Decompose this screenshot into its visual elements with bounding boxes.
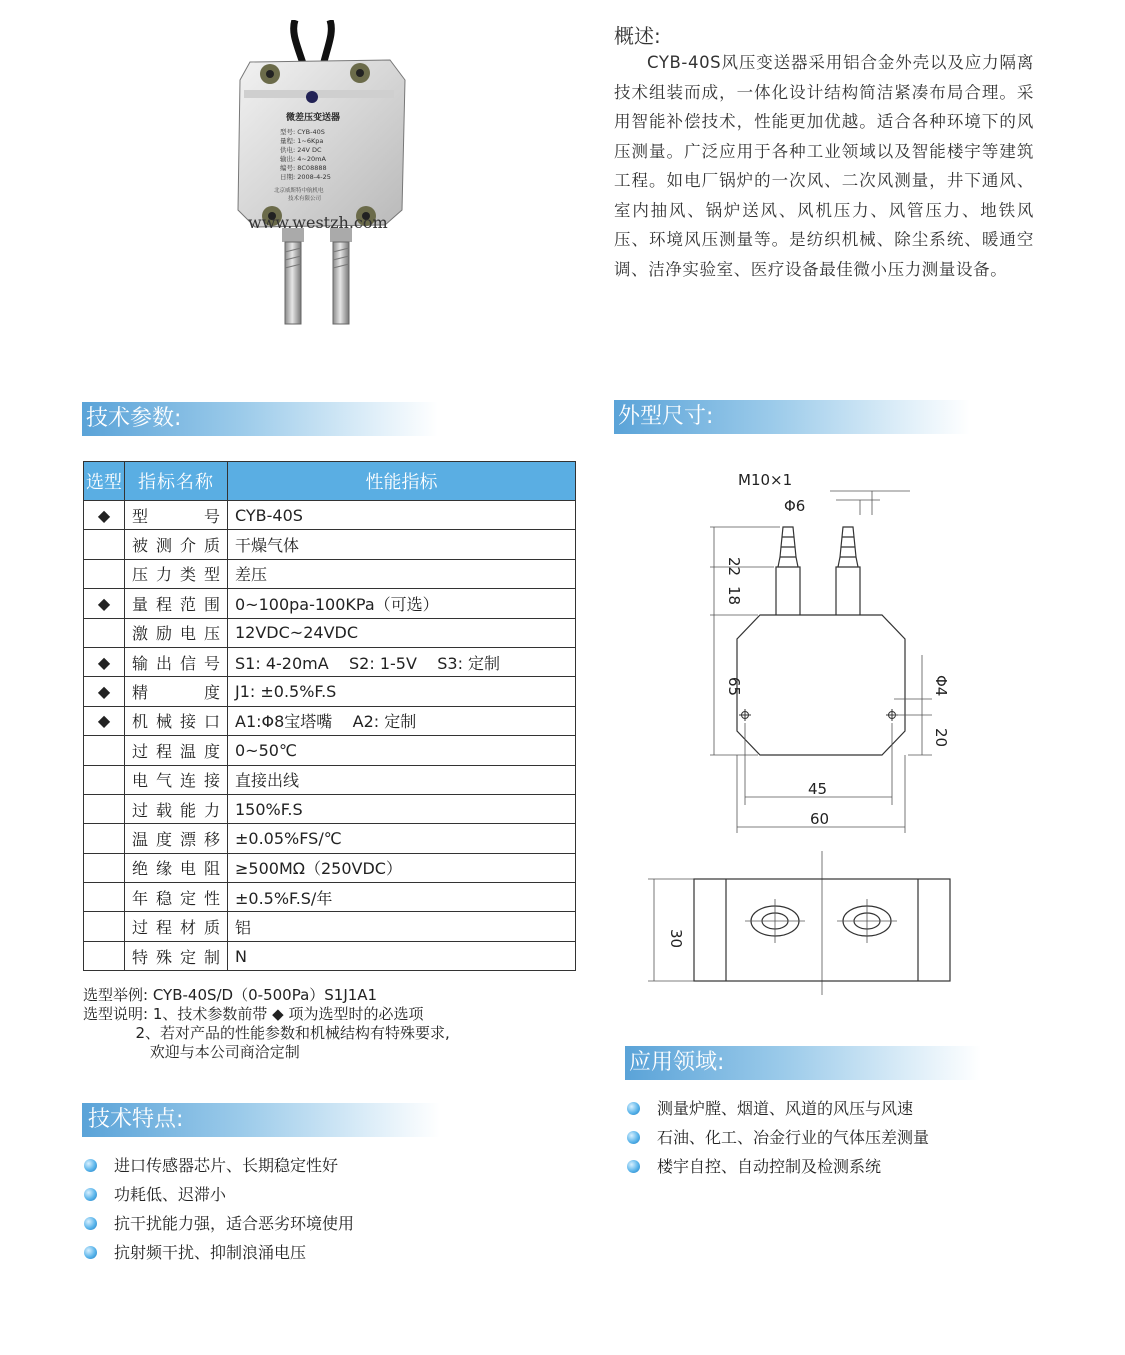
- required-mark: [84, 824, 125, 853]
- photo-label-line: 量程: 1~6Kpa: [280, 137, 324, 145]
- list-item: [84, 1209, 354, 1238]
- dim-18-label: 18: [725, 586, 743, 606]
- param-name: 过程材质: [125, 912, 228, 941]
- features-list: [84, 1151, 354, 1267]
- bullet-icon: [627, 1102, 640, 1115]
- section-header-applications: 应用领域:: [625, 1046, 981, 1080]
- table-row: [84, 706, 576, 735]
- dim-65-label: 65: [725, 677, 743, 697]
- feature-text: 抗射频干扰、抑制浪涌电压: [114, 1243, 307, 1262]
- table-header-row: [84, 462, 576, 501]
- param-value: ≥500MΩ（250VDC）: [228, 853, 576, 882]
- param-name: 输出信号: [125, 647, 228, 676]
- feature-text: 功耗低、迟滞小: [114, 1185, 227, 1204]
- param-value: ±0.05%FS/℃: [228, 824, 576, 853]
- photo-label-line: 日期: 2008-4-25: [280, 173, 331, 181]
- param-value: J1: ±0.5%F.S: [228, 677, 576, 706]
- table-row: [84, 618, 576, 647]
- overview-text: CYB-40S风压变送器采用铝合金外壳以及应力隔离技术组装而成，一体化设计结构简洁紧凑布局合理。采用智能补偿技术，性能更加优越。适合各种环境下的风压测量。广泛应用于各种工业领域以及智能楼宇等建筑工程。如电厂锅炉的一次风、二次风测量，井下通风、室内抽风、锅炉送风、风机压力、风管压力、地铁风压、环境风压测量等。是纺织机械、除尘系统、暖通空调、洁净实验室、医疗设备最佳微小压力测量设备。: [614, 53, 1034, 279]
- selection-notes: [83, 986, 450, 1062]
- dim-20-label: 20: [932, 728, 950, 748]
- param-name: 特殊定制: [125, 941, 228, 970]
- table-row: [84, 853, 576, 882]
- table-row: [84, 647, 576, 676]
- param-name: 年稳定性: [125, 883, 228, 912]
- list-item: [627, 1094, 929, 1123]
- dim-hole-diameter-label: Φ4: [932, 675, 950, 697]
- dim-30-label: 30: [667, 929, 685, 949]
- required-mark: [84, 912, 125, 941]
- table-row: [84, 912, 576, 941]
- table-row: [84, 765, 576, 794]
- table-row: [84, 824, 576, 853]
- param-name: 压力类型: [125, 559, 228, 588]
- table-row: [84, 677, 576, 706]
- col-header-select: 选型: [84, 462, 125, 501]
- dim-22-label: 22: [725, 557, 743, 577]
- param-name: 电气连接: [125, 765, 228, 794]
- dim-60-label: 60: [810, 810, 830, 828]
- photo-label-company: 北京威斯特中航机电: [274, 188, 324, 194]
- section-header-features: 技术特点:: [82, 1103, 440, 1137]
- selection-desc-line: 欢迎与本公司商洽定制: [83, 1043, 300, 1061]
- required-mark: ◆: [84, 501, 125, 530]
- param-name: 绝缘电阻: [125, 853, 228, 882]
- required-mark: [84, 618, 125, 647]
- table-row: [84, 530, 576, 559]
- dim-45-label: 45: [808, 780, 828, 798]
- list-item: [84, 1151, 354, 1180]
- list-item: [84, 1180, 354, 1209]
- required-mark: [84, 853, 125, 882]
- selection-desc-line: 2、若对产品的性能参数和机械结构有特殊要求,: [83, 1024, 450, 1042]
- table-row: [84, 736, 576, 765]
- application-text: 楼宇自控、自动控制及检测系统: [657, 1157, 882, 1176]
- required-mark: [84, 941, 125, 970]
- col-header-value: 性能指标: [228, 462, 576, 501]
- param-value: N: [228, 941, 576, 970]
- dim-tube-diameter-label: Φ6: [784, 497, 806, 515]
- product-photo: [230, 20, 420, 330]
- photo-label-line: 供电: 24V DC: [280, 146, 322, 154]
- required-mark: [84, 559, 125, 588]
- photo-label-title: 微差压变送器: [286, 113, 341, 123]
- param-value: S1: 4-20mA S2: 1-5V S3: 定制: [228, 647, 576, 676]
- required-mark: ◆: [84, 589, 125, 618]
- param-value: 差压: [228, 559, 576, 588]
- param-value: 干燥气体: [228, 530, 576, 559]
- required-mark: [84, 736, 125, 765]
- param-name: 被测介质: [125, 530, 228, 559]
- selection-desc-line: 选型说明: 1、技术参数前带 ◆ 项为选型时的必选项: [83, 1005, 424, 1023]
- list-item: [627, 1123, 929, 1152]
- feature-text: 抗干扰能力强，适合恶劣环境使用: [114, 1214, 355, 1233]
- applications-list: [627, 1094, 929, 1181]
- spec-table: [83, 461, 576, 971]
- section-header-dimensions: 外型尺寸:: [614, 400, 970, 434]
- photo-label-line: 型号: CYB-40S: [280, 128, 325, 136]
- feature-text: 进口传感器芯片、长期稳定性好: [114, 1156, 339, 1175]
- param-name: 机械接口: [125, 706, 228, 735]
- dimension-drawing: [640, 455, 970, 995]
- param-name: 量程范围: [125, 589, 228, 618]
- param-name: 过程温度: [125, 736, 228, 765]
- param-value: 0~100pa-100KPa（可选）: [228, 589, 576, 618]
- param-value: A1:Φ8宝塔嘴 A2: 定制: [228, 706, 576, 735]
- param-name: 精度: [125, 677, 228, 706]
- param-name: 温度漂移: [125, 824, 228, 853]
- param-value: 12VDC~24VDC: [228, 618, 576, 647]
- param-name: 激励电压: [125, 618, 228, 647]
- dim-thread-label: M10×1: [738, 471, 793, 489]
- photo-label-company: 技术有限公司: [288, 196, 322, 202]
- param-name: 过载能力: [125, 794, 228, 823]
- required-mark: [84, 883, 125, 912]
- overview-title: 概述:: [614, 24, 661, 48]
- bullet-icon: [84, 1159, 97, 1172]
- param-value: 0~50℃: [228, 736, 576, 765]
- param-value: 铝: [228, 912, 576, 941]
- watermark-text: www.westzh.com: [248, 213, 388, 232]
- table-row: [84, 941, 576, 970]
- section-header-tech-params: 技术参数:: [82, 402, 438, 436]
- table-row: [84, 883, 576, 912]
- table-row: [84, 794, 576, 823]
- required-mark: [84, 530, 125, 559]
- bullet-icon: [84, 1217, 97, 1230]
- table-row: [84, 589, 576, 618]
- param-value: 150%F.S: [228, 794, 576, 823]
- required-mark: [84, 794, 125, 823]
- bullet-icon: [627, 1131, 640, 1144]
- photo-label-line: 编号: 8C08888: [280, 164, 327, 172]
- required-mark: ◆: [84, 647, 125, 676]
- param-value: ±0.5%F.S/年: [228, 883, 576, 912]
- brand-logo-icon: [306, 91, 318, 103]
- bullet-icon: [627, 1160, 640, 1173]
- application-text: 石油、化工、冶金行业的气体压差测量: [657, 1128, 930, 1147]
- photo-label-line: 输出: 4~20mA: [280, 155, 326, 163]
- param-name: 型号: [125, 501, 228, 530]
- selection-example: 选型举例: CYB-40S/D（0-500Pa）S1J1A1: [83, 986, 378, 1004]
- required-mark: ◆: [84, 706, 125, 735]
- param-value: 直接出线: [228, 765, 576, 794]
- param-value: CYB-40S: [228, 501, 576, 530]
- table-row: [84, 501, 576, 530]
- application-text: 测量炉膛、烟道、风道的风压与风速: [657, 1099, 914, 1118]
- list-item: [627, 1152, 929, 1181]
- bullet-icon: [84, 1188, 97, 1201]
- list-item: [84, 1238, 354, 1267]
- bullet-icon: [84, 1246, 97, 1259]
- table-row: [84, 559, 576, 588]
- col-header-name: 指标名称: [125, 462, 228, 501]
- required-mark: [84, 765, 125, 794]
- required-mark: ◆: [84, 677, 125, 706]
